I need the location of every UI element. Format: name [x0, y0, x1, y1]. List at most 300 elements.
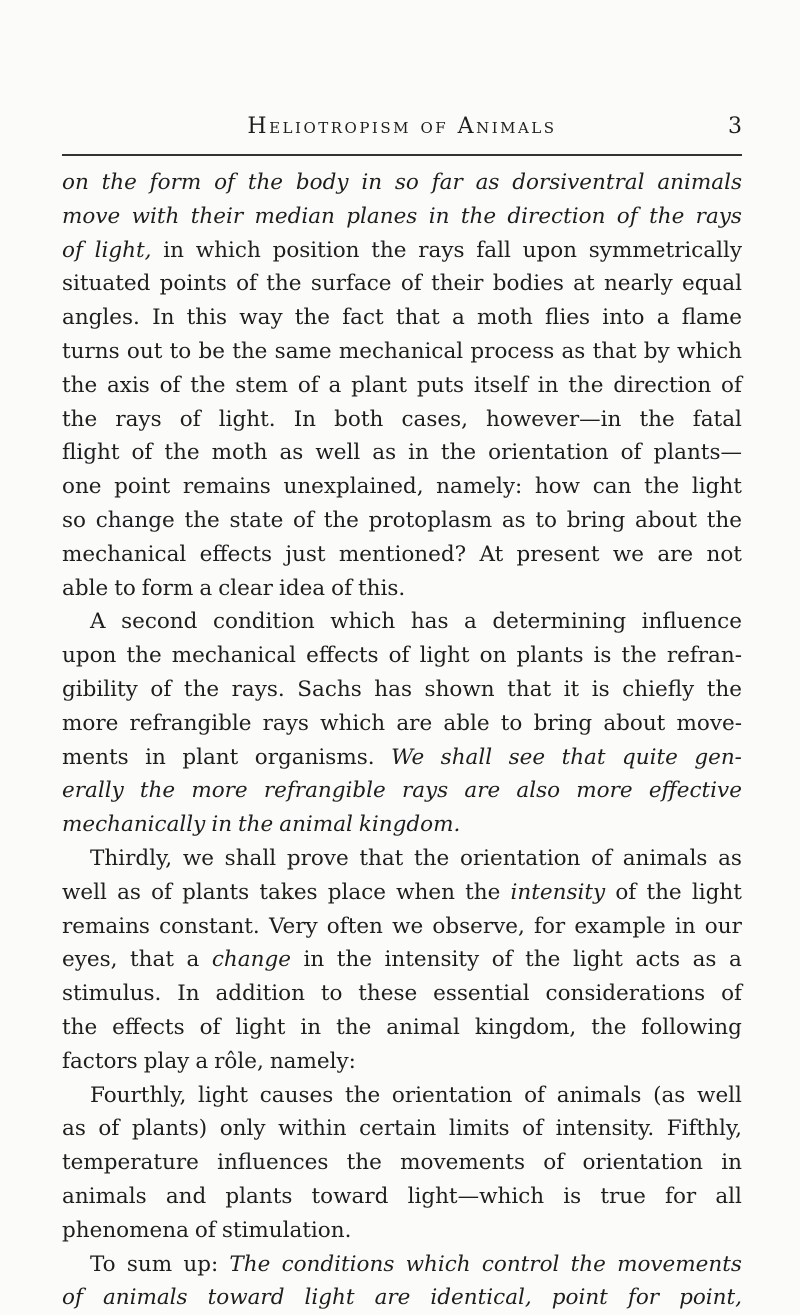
word: erally — [62, 778, 124, 804]
word: animals — [62, 1183, 147, 1209]
word: The — [229, 1251, 271, 1277]
word: mechanical — [338, 338, 464, 364]
word: of — [150, 676, 172, 702]
word: At — [479, 541, 504, 567]
word: the — [164, 440, 200, 466]
word: flame — [681, 305, 742, 331]
word: of — [524, 1082, 545, 1108]
word: a — [656, 305, 670, 331]
word: move — [62, 203, 121, 229]
word: often — [326, 913, 383, 939]
word: the — [646, 879, 682, 905]
word: that — [359, 845, 404, 871]
word: far — [431, 170, 463, 195]
word: conditions — [281, 1251, 395, 1277]
word: equal — [681, 271, 742, 297]
word: is — [593, 643, 612, 669]
word: rays — [262, 710, 309, 736]
word: intensity. — [555, 1116, 655, 1142]
word: our — [704, 913, 742, 939]
text-line — [62, 1045, 742, 1079]
word: Sachs — [297, 676, 362, 702]
word: play — [143, 1048, 190, 1074]
word: in — [721, 1150, 742, 1176]
word: control — [481, 1251, 560, 1277]
text-line — [62, 166, 742, 200]
word: animals — [657, 170, 742, 195]
word: well — [315, 440, 361, 466]
word: orientation — [582, 1150, 703, 1176]
word: second — [121, 609, 198, 635]
word: in — [145, 744, 166, 770]
word: (as — [653, 1082, 686, 1108]
word: light — [419, 643, 470, 669]
word: how — [534, 474, 581, 500]
word: identical, — [430, 1285, 532, 1311]
word: effective — [648, 778, 742, 804]
word: are — [657, 541, 694, 567]
word: with — [131, 203, 180, 229]
word: for — [664, 1183, 697, 1209]
word: one — [62, 474, 102, 500]
word: we — [392, 913, 424, 939]
word: phenomena — [62, 1217, 189, 1243]
word: the — [706, 507, 742, 533]
word: into — [602, 305, 645, 331]
word: the — [266, 271, 302, 297]
word: the — [639, 406, 675, 432]
word: the — [570, 1251, 606, 1277]
word: the — [346, 1150, 382, 1176]
word: be — [198, 338, 225, 364]
word: to — [500, 710, 523, 736]
word: the — [238, 812, 274, 838]
word: in — [361, 170, 383, 195]
word: the — [336, 1014, 372, 1040]
word: dorsiventral — [512, 170, 645, 195]
word: that — [507, 676, 552, 702]
word: their — [431, 271, 484, 297]
word: mentioned? — [338, 541, 467, 567]
word: so — [394, 170, 419, 195]
word: of — [721, 372, 742, 398]
word: light — [691, 879, 742, 905]
word: refrangible — [129, 710, 252, 736]
word: a — [186, 947, 200, 973]
word: In — [177, 981, 200, 1007]
text-line — [62, 1146, 742, 1180]
text-line — [62, 741, 742, 775]
word: at — [573, 271, 595, 297]
word: rays — [695, 203, 742, 229]
word: in — [163, 237, 185, 263]
word: animals — [556, 1082, 642, 1108]
word: itself — [473, 372, 528, 398]
word: median — [254, 203, 335, 229]
word: symmetrically — [588, 237, 742, 263]
word: the — [190, 372, 226, 398]
word: effects — [199, 541, 273, 567]
word: Fourthly, — [90, 1082, 187, 1108]
word: kingdom. — [358, 812, 461, 838]
word: rays — [418, 237, 465, 263]
text-line — [62, 200, 742, 234]
word: the — [465, 879, 501, 905]
word: able — [443, 710, 490, 736]
word: in — [428, 203, 450, 229]
word: nearly — [603, 271, 673, 297]
word: orientation — [488, 440, 609, 466]
word: prove — [286, 845, 349, 871]
word: movements — [400, 1150, 526, 1176]
text-line — [62, 572, 742, 606]
text-line — [62, 369, 742, 403]
word: point — [114, 474, 171, 500]
word: about — [635, 507, 698, 533]
word: to — [320, 981, 343, 1007]
word: the — [183, 676, 220, 702]
word: has — [410, 609, 449, 635]
word: acts — [635, 947, 681, 973]
word: change — [211, 947, 291, 973]
word: the — [139, 778, 176, 804]
word: the — [232, 338, 268, 364]
word: Thirdly, — [90, 845, 173, 871]
word: when — [396, 879, 455, 905]
word: which — [676, 338, 742, 364]
text-line — [62, 1079, 742, 1113]
text-line — [62, 403, 742, 437]
word: of — [543, 1150, 565, 1176]
word: light — [198, 1082, 249, 1108]
text-line — [62, 1112, 742, 1146]
word: that — [395, 305, 440, 331]
word: following — [641, 1014, 742, 1040]
word: the — [414, 845, 450, 871]
word: just — [285, 541, 326, 567]
word: see — [508, 744, 546, 770]
page-header — [62, 114, 742, 154]
word: a — [729, 947, 742, 973]
word: influences — [217, 1150, 329, 1176]
word: namely: — [269, 1048, 356, 1074]
word: the — [440, 440, 477, 466]
word: bodies — [492, 271, 564, 297]
header-rule — [62, 154, 742, 156]
word: move- — [676, 710, 742, 736]
word: more — [191, 778, 248, 804]
text-line — [62, 301, 742, 335]
word: determining — [492, 609, 627, 635]
word: factors — [62, 1048, 138, 1074]
word: as — [718, 845, 742, 871]
text-line — [62, 910, 742, 944]
word: well — [697, 1082, 742, 1108]
word: of — [151, 879, 172, 905]
word: mechanical — [62, 541, 187, 567]
word: quite — [622, 744, 678, 770]
word: rays. — [231, 676, 285, 702]
word: bring — [533, 710, 593, 736]
word: the — [294, 305, 330, 331]
word: plants — [182, 879, 250, 905]
word: direction — [507, 203, 606, 229]
word: of — [179, 406, 201, 432]
word: the — [649, 203, 685, 229]
word: the — [184, 507, 220, 533]
word: light. — [218, 406, 276, 432]
word: of — [331, 575, 353, 601]
word: point — [551, 1285, 608, 1311]
word: In — [152, 305, 175, 331]
word: intensity — [510, 879, 606, 905]
word: way — [239, 305, 283, 331]
word: clear — [218, 575, 273, 601]
word: turns — [62, 338, 120, 364]
word: animal — [279, 812, 353, 838]
word: of — [615, 879, 637, 905]
word: of — [62, 1285, 83, 1311]
word: limits — [448, 1116, 510, 1142]
word: so — [62, 507, 86, 533]
word: sum — [126, 1251, 173, 1277]
word: axis — [106, 372, 150, 398]
word: as — [561, 338, 586, 364]
running-title: Heliotropism of Animals — [247, 114, 557, 139]
word: form — [149, 170, 202, 195]
word: body — [295, 170, 349, 195]
word: gen- — [694, 744, 742, 770]
word: out — [126, 338, 163, 364]
word: of — [98, 1116, 120, 1142]
word: only — [219, 1116, 266, 1142]
word: on — [479, 643, 507, 669]
word: as — [372, 440, 397, 466]
word: causes — [259, 1082, 334, 1108]
word: more — [62, 710, 119, 736]
word: movements — [617, 1251, 742, 1277]
word: fall — [476, 237, 511, 263]
word: the — [62, 1014, 98, 1040]
word: A — [90, 609, 106, 635]
word: of — [297, 372, 319, 398]
word: which — [330, 609, 396, 635]
word: gibility — [62, 676, 138, 702]
word: direction — [613, 372, 712, 398]
word: point, — [679, 1285, 742, 1311]
word: that — [561, 744, 606, 770]
text-line — [62, 673, 742, 707]
word: for — [533, 913, 566, 939]
word: of — [491, 947, 513, 973]
word: in — [674, 913, 696, 939]
word: their — [190, 203, 244, 229]
word: light, — [94, 237, 152, 263]
word: To — [90, 1251, 116, 1277]
word: the — [644, 474, 680, 500]
word: which — [320, 710, 386, 736]
word: moth — [477, 305, 533, 331]
page-number: 3 — [728, 114, 742, 139]
word: of — [194, 1217, 216, 1243]
word: a — [328, 372, 342, 398]
word: about — [603, 710, 666, 736]
word: surface — [310, 271, 392, 297]
word: In — [293, 406, 317, 432]
word: to — [169, 338, 192, 364]
word: process — [470, 338, 555, 364]
word: are — [464, 778, 501, 804]
word: protoplasm — [368, 507, 493, 533]
text-line — [62, 1180, 742, 1214]
word: in — [537, 372, 559, 398]
word: both — [334, 406, 384, 432]
word: the — [62, 406, 98, 432]
text-line — [62, 470, 742, 504]
word: certain — [359, 1116, 437, 1142]
word: place — [327, 879, 386, 905]
word: a — [195, 1048, 209, 1074]
word: these — [358, 981, 418, 1007]
word: this. — [358, 575, 406, 601]
word: state — [229, 507, 284, 533]
text-line — [62, 1214, 742, 1248]
word: stimulation. — [221, 1217, 352, 1243]
word: shown — [424, 676, 495, 702]
word: orientation — [391, 1082, 513, 1108]
word: within — [278, 1116, 347, 1142]
word: of — [62, 237, 83, 263]
word: bring — [566, 507, 626, 533]
word: we — [612, 541, 645, 567]
word: in — [303, 947, 325, 973]
word: of — [159, 372, 181, 398]
word: condition — [212, 609, 315, 635]
word: example — [574, 913, 666, 939]
word: the — [460, 203, 497, 229]
word: We — [391, 744, 425, 770]
word: mechanical — [171, 643, 297, 669]
text-line — [62, 1248, 742, 1282]
word: influence — [641, 609, 742, 635]
word: of — [131, 440, 153, 466]
word: of — [388, 643, 410, 669]
word: has — [374, 676, 412, 702]
word: Very — [268, 913, 318, 939]
text-line — [62, 267, 742, 301]
word: temperature — [62, 1150, 199, 1176]
word: a — [199, 575, 213, 601]
word: of — [616, 203, 638, 229]
text-line — [62, 977, 742, 1011]
word: moth — [211, 440, 268, 466]
word: observe, — [432, 913, 525, 939]
word: light — [235, 1014, 286, 1040]
word: the — [247, 170, 284, 195]
word: the — [336, 947, 372, 973]
word: and — [165, 1183, 207, 1209]
word: light—which — [407, 1183, 545, 1209]
text-line — [62, 504, 742, 538]
word: the — [126, 643, 162, 669]
word: ments — [62, 744, 129, 770]
word: the — [525, 947, 561, 973]
text-line — [62, 234, 742, 268]
word: mechanically — [62, 812, 206, 838]
word: the — [371, 237, 407, 263]
word: Fifthly, — [666, 1116, 742, 1142]
word: the — [568, 372, 604, 398]
word: fatal — [692, 406, 742, 432]
word: flight — [62, 440, 120, 466]
word: planes — [346, 203, 418, 229]
word: rays — [401, 778, 449, 804]
text-line — [62, 1281, 742, 1315]
word: more — [576, 778, 633, 804]
word: the — [62, 372, 98, 398]
word: namely: — [436, 474, 523, 500]
word: idea — [278, 575, 326, 601]
word: shall — [224, 845, 277, 871]
word: light — [572, 947, 623, 973]
word: on — [62, 170, 89, 195]
word: plant — [351, 372, 408, 398]
word: eyes, — [62, 947, 118, 973]
word: remains — [182, 474, 271, 500]
word: effects — [112, 1014, 185, 1040]
word: intensity — [384, 947, 480, 973]
word: that — [592, 338, 637, 364]
word: upon — [62, 643, 117, 669]
body-text — [62, 166, 742, 1315]
word: present — [516, 541, 600, 567]
word: cases, — [401, 406, 468, 432]
word: that — [130, 947, 174, 973]
word: remains — [62, 913, 150, 939]
word: as — [279, 440, 304, 466]
text-line — [62, 707, 742, 741]
text-line — [62, 774, 742, 808]
word: by — [643, 338, 670, 364]
word: the — [344, 1082, 381, 1108]
word: position — [272, 237, 360, 263]
word: in — [408, 440, 429, 466]
word: light — [304, 1285, 355, 1311]
text-line — [62, 538, 742, 572]
word: stem — [235, 372, 289, 398]
word: rôle, — [214, 1048, 264, 1074]
word: stimulus. — [62, 981, 162, 1007]
word: true — [600, 1183, 646, 1209]
word: addition — [215, 981, 305, 1007]
word: essential — [433, 981, 530, 1007]
word: up: — [183, 1251, 219, 1277]
word: animals — [622, 845, 708, 871]
word: to — [535, 507, 558, 533]
word: this — [186, 305, 228, 331]
word: the — [621, 643, 657, 669]
word: of — [199, 1014, 221, 1040]
word: which — [195, 237, 261, 263]
word: chiefly — [622, 676, 695, 702]
word: in — [211, 812, 233, 838]
text-line — [62, 1011, 742, 1045]
word: kingdom, — [474, 1014, 577, 1040]
word: can — [592, 474, 632, 500]
word: for — [627, 1285, 660, 1311]
word: of — [400, 271, 422, 297]
word: constant. — [159, 913, 260, 939]
